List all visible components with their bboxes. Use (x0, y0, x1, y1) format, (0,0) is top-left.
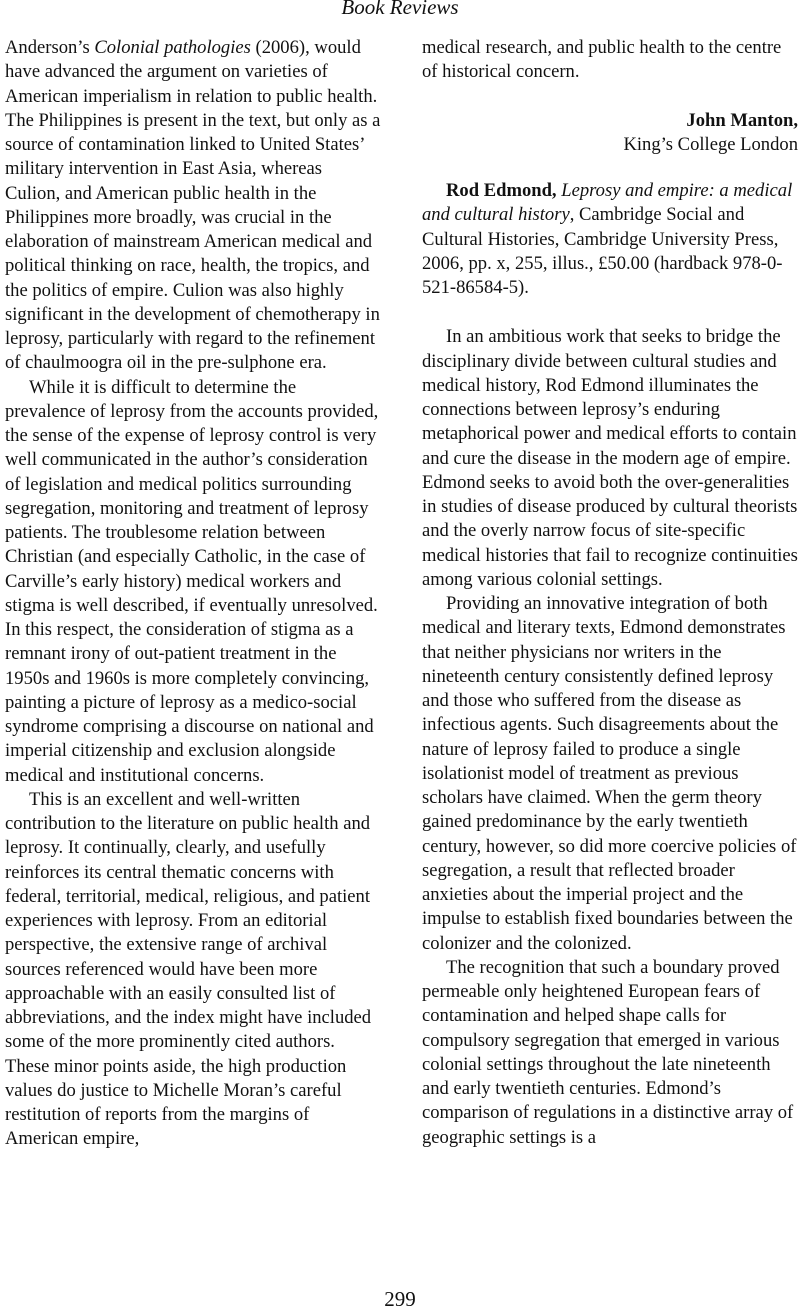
page-number: 299 (384, 1287, 416, 1311)
right-continuation: medical research, and public health to the centre of historical concern. (422, 37, 782, 83)
running-head: Book Reviews (341, 0, 459, 19)
reviewer-name: John Manton, (686, 109, 798, 131)
right-paragraph-2: Providing an innovative integration of both medical and literary texts, Edmond demonstrates that neither physicians nor writers in the nineteenth century consistently defined leprosy and those who suffered from the disease as infectious agents. Such disagreements about the nature of leprosy failed to produce a single isolationist model of treatment as previous scholars have claimed. When the germ theory gained predominance by the early twentieth century, however, so did more coercive policies of segregation, a result that reflected broader anxieties about the imperial project and the impulse to establish fixed boundaries between the colonizer and the colonized. (422, 593, 797, 954)
left-paragraph-1: Anderson’s Colonial pathologies (2006), would have advanced the argument on varieties of American imperialism in relation to public health. The Philippines is present in the text, but only as a source of contamination linked to United States’ military intervention in East Asia, whereas Culion, and American public health in the Philippines more broadly, was crucial in the elaboration of mainstream American medical and political thinking on race, health, the tropics, and the politics of empire. Culion was also highly significant in the development of chemotherapy in leprosy, particularly with regard to the refinement of chaulmoogra oil in the pre-sulphone era. (5, 37, 381, 374)
left-paragraph-3: This is an excellent and well-written contribution to the literature on public health and leprosy. It continually, clearly, and usefully reinforces its central thematic concerns with federal, territorial, medical, religious, and patient experiences with leprosy. From an editorial perspective, the extensive range of archival sources referenced would have been more approachable with an easily consulted list of abbreviations, and the index might have included some of the more prominently cited authors. These minor points aside, the high production values do justice to Michelle Moran’s careful restitution of reports from the margins of American empire, (5, 788, 372, 1150)
left-paragraph-2: While it is difficult to determine the prevalence of leprosy from the accounts provided, the sense of the expense of leprosy control is very well communicated in the author’s consideration of legislation and medical politics surrounding segregation, monitoring and treatment of leprosy patients. The troublesome relation between Christian (and especially Catholic, in the case of Carville’s early history) medical workers and stigma is well described, if eventually unresolved. In this respect, the consideration of stigma as a remnant irony of out-patient treatment in the 1950s and 1960s is more completely convincing, painting a picture of leprosy as a medico-social syndrome comprising a discourse on national and imperial citizenship and exclusion alongside medical and institutional concerns. (5, 376, 379, 786)
book-details: , Cambridge Social and Cultural Histories, Cambridge University Press, 2006, pp. x, 255, illus., £50.00 (hardback 978-0-521-86584-5). (422, 204, 783, 298)
right-paragraph-1: In an ambitious work that seeks to bridge the disciplinary divide between cultural studies and medical history, Rod Edmond illuminates the connections between leprosy’s enduring metaphorical power and medical efforts to contain and cure the disease in the modern age of empire. Edmond seeks to avoid both the over-generalities in studies of disease produced by cultural theorists and the overly narrow focus of site-specific medical histories that fail to recognize continuities among various colonial settings. (422, 326, 798, 590)
cited-title: Colonial pathologies (94, 37, 251, 58)
book-title: Leprosy and empire: a medical and cultural history (422, 180, 793, 226)
right-paragraph-3: The recognition that such a boundary proved permeable only heightened European fears of contamination and helped shape calls for compulsory segregation that emerged in various colonial settings throughout the late nineteenth and early twentieth centuries. Edmond’s comparison of regulations in a distinctive array of geographic settings is a (422, 956, 794, 1148)
left-column (5, 36, 381, 1152)
book-citation (422, 179, 798, 300)
book-author: Rod Edmond, (446, 180, 557, 201)
reviewer-affiliation: King’s College London (623, 133, 798, 155)
right-column (422, 36, 798, 1150)
